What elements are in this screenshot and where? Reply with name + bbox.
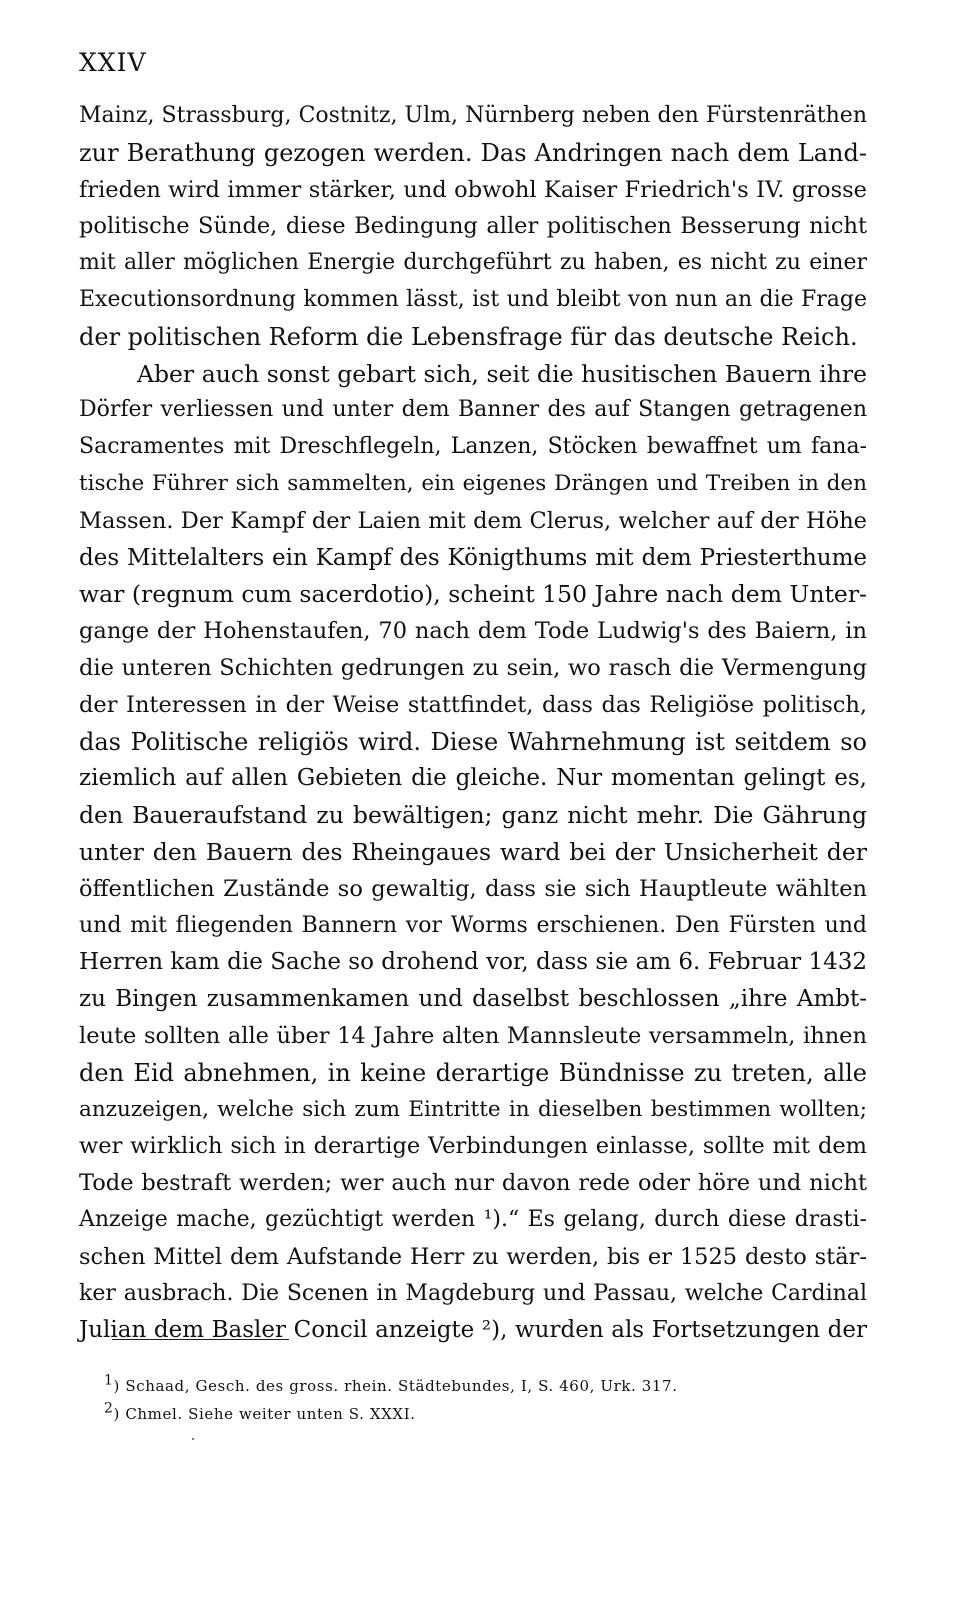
text-line: der Interessen in der Weise stattfindet, dass das Religiöse politisch, [79,691,867,718]
text-line: ker ausbrach. Die Scenen in Magdeburg und Passau, welche Cardinal [79,1280,867,1306]
text-line: Julian dem Basler Concil anzeigte ²), wurden als Fortsetzungen der [79,1317,867,1344]
text-line: Sacramentes mit Dreschflegeln, Lanzen, Stöcken bewaffnet um fana- [79,434,867,460]
footnote [104,1372,804,1400]
page-number: XXIV [79,48,147,77]
footnote-text: ) Schaad, Gesch. des gross. rhein. Städtebundes, I, S. 460, Urk. 317. [113,1377,678,1395]
text-line: politische Sünde, diese Bedingung aller politischen Besserung nicht [79,213,867,240]
text-line: Dörfer verliessen und unter dem Banner des auf Stangen getragenen [79,397,867,423]
text-line: und mit fliegenden Bannern vor Worms erschienen. Den Fürsten und [79,912,867,938]
ink-speck [192,1438,194,1440]
text-line: Anzeige mache, gezüchtigt werden ¹).“ Es gelang, durch diese drasti- [79,1206,867,1232]
text-line: zu Bingen zusammenkamen und daselbst beschlossen „ihre Ambt- [79,986,867,1013]
text-line: frieden wird immer stärker, und obwohl Kaiser Friedrich's IV. grosse [79,176,867,203]
text-line: wer wirklich sich in derartige Verbindungen einlasse, sollte mit dem [79,1133,867,1160]
text-line: ziemlich auf allen Gebieten die gleiche. Nur momentan gelingt es, [79,765,867,792]
text-line: Aber auch sonst gebart sich, seit die husitischen Bauern ihre [137,359,867,388]
text-line: mit aller möglichen Energie durchgeführt zu haben, es nicht zu einer [79,250,867,276]
text-line: den Eid abnehmen, in keine derartige Bündnisse zu treten, alle [79,1058,867,1087]
text-line: Mainz, Strassburg, Costnitz, Ulm, Nürnberg neben den Fürstenräthen [79,103,867,128]
text-line: war (regnum cum sacerdotio), scheint 150 Jahre nach dem Unter- [79,580,867,609]
text-line: der politischen Reform die Lebensfrage für das deutsche Reich. [79,322,858,351]
text-line: Massen. Der Kampf der Laien mit dem Clerus, welcher auf der Höhe [79,507,867,534]
text-line: anzuzeigen, welche sich zum Eintritte in dieselben bestimmen wollten; [79,1096,867,1122]
text-line: Herren kam die Sache so drohend vor, dass sie am 6. Februar 1432 [79,949,867,976]
body-text [79,98,867,1349]
footnote-mark: 1 [104,1372,114,1389]
text-line: Tode bestraft werden; wer auch nur davon rede oder höre und nicht [79,1170,867,1197]
text-line: den Baueraufstand zu bewältigen; ganz nicht mehr. Die Gährung [79,801,867,830]
text-line: zur Berathung gezogen werden. Das Andringen nach dem Land- [79,138,867,167]
text-line: schen Mittel dem Aufstande Herr zu werden, bis er 1525 desto stär- [79,1243,867,1270]
footnote-separator [112,1339,289,1340]
text-line: öffentlichen Zustände so gewaltig, dass sie sich Hauptleute wählten [79,875,867,902]
text-line: unter den Bauern des Rheingaues ward bei der Unsicherheit der [79,837,867,866]
text-line: die unteren Schichten gedrungen zu sein, wo rasch die Vermengung [79,654,867,681]
footnote [104,1400,804,1428]
footnote-mark: 2 [104,1400,114,1417]
text-line: des Mittelalters ein Kampf des Königthums mit dem Priesterthume [79,544,867,571]
text-line: das Politische religiös wird. Diese Wahrnehmung ist seitdem so [79,727,867,756]
footnotes [104,1372,804,1428]
text-line: tische Führer sich sammelten, ein eigenes Drängen und Treiben in den [79,470,867,496]
text-line: Executionsordnung kommen lässt, ist und bleibt von nun an die Frage [79,286,867,312]
text-line: leute sollten alle über 14 Jahre alten Mannsleute versammeln, ihnen [79,1022,867,1049]
footnote-text: ) Chmel. Siehe weiter unten S. XXXI. [113,1405,416,1423]
text-line: gange der Hohenstaufen, 70 nach dem Tode Ludwig's des Baiern, in [79,618,867,645]
